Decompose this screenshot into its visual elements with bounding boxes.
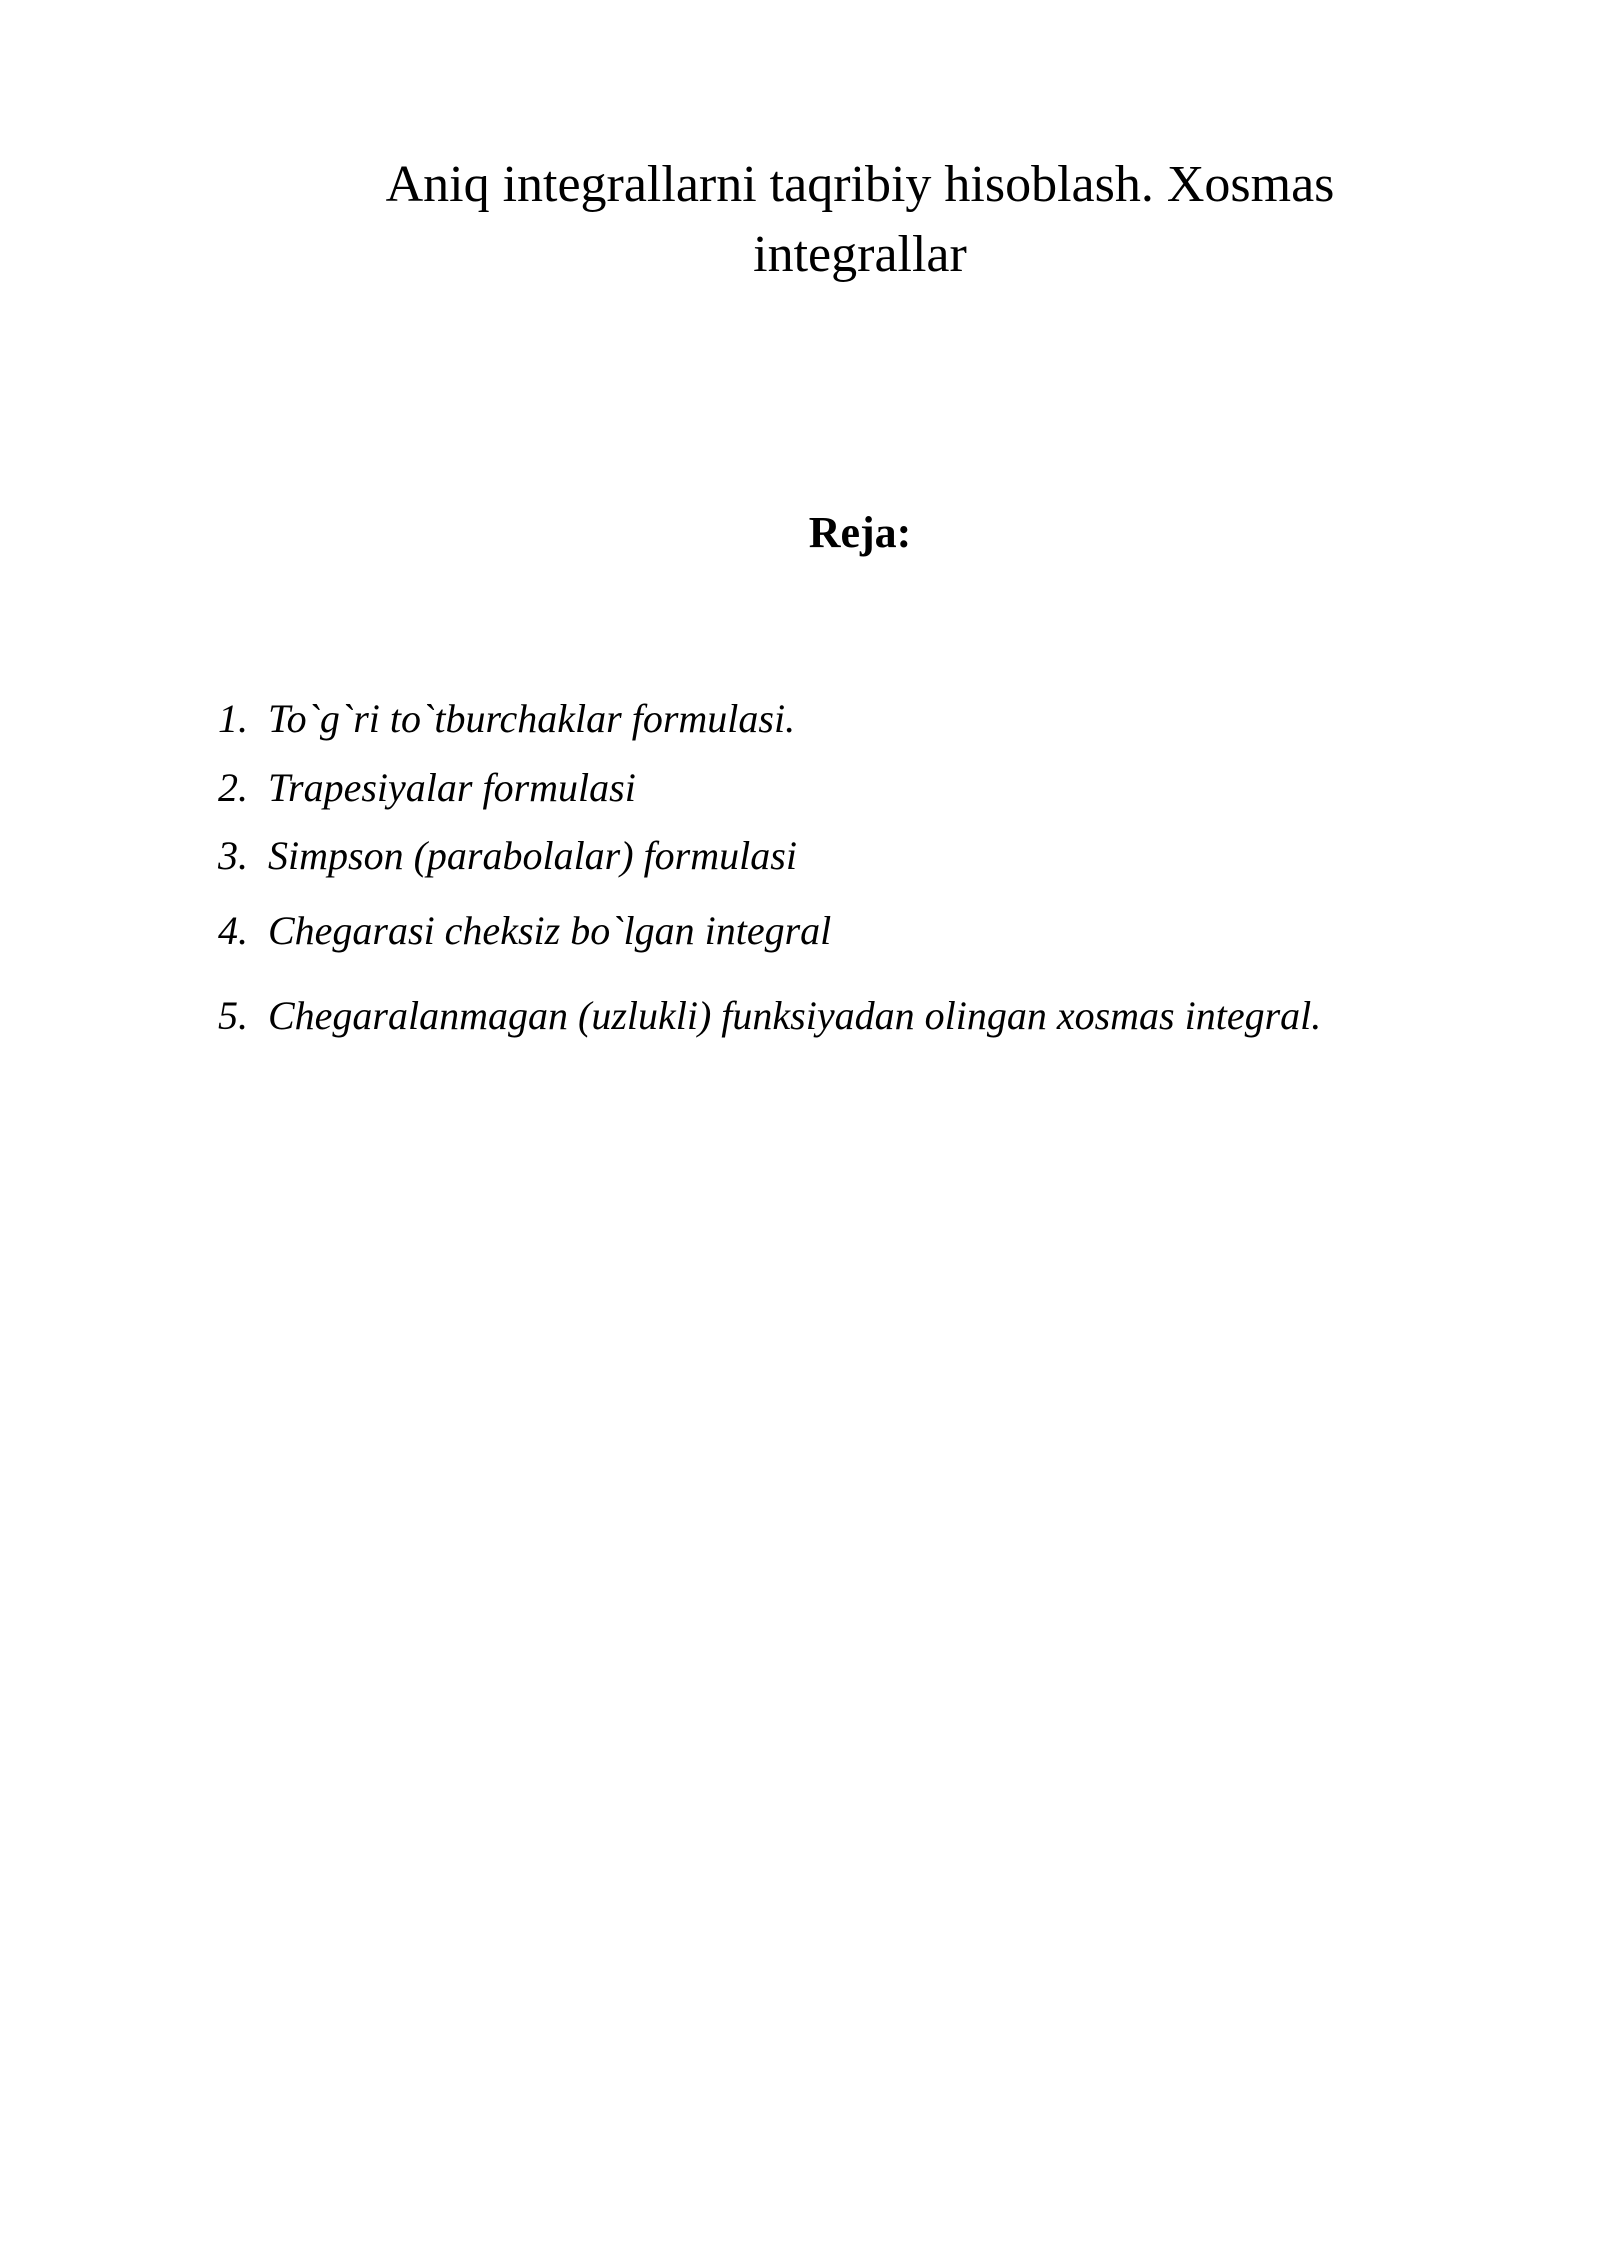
plan-item-number: 4. [218, 908, 248, 953]
plan-item-text: Trapesiyalar formulasi [268, 765, 636, 810]
plan-item-number: 5. [218, 993, 248, 1038]
plan-item-5 [218, 978, 1348, 1054]
plan-item-4 [218, 896, 1348, 966]
plan-item-text: Chegarasi cheksiz bo`lgan integral [268, 908, 832, 953]
plan-item-text: Chegaralanmagan (uzlukli) funksiyadan olingan xosmas integral. [268, 993, 1322, 1038]
plan-item-1 [218, 684, 1348, 754]
plan-item-number: 2. [218, 765, 248, 810]
plan-item-text: Simpson (parabolalar) formulasi [268, 833, 797, 878]
plan-item-number: 3. [218, 833, 248, 878]
plan-item-text: To`g`ri to`tburchaklar formulasi. [268, 696, 796, 741]
plan-item-number: 1. [218, 696, 248, 741]
plan-heading: Reja: [808, 508, 912, 557]
plan-item-3 [218, 821, 1348, 891]
plan-item-2 [218, 753, 1348, 823]
page-title: Aniq integrallarni taqribiy hisoblash. Xosmas integrallar [385, 156, 1335, 283]
